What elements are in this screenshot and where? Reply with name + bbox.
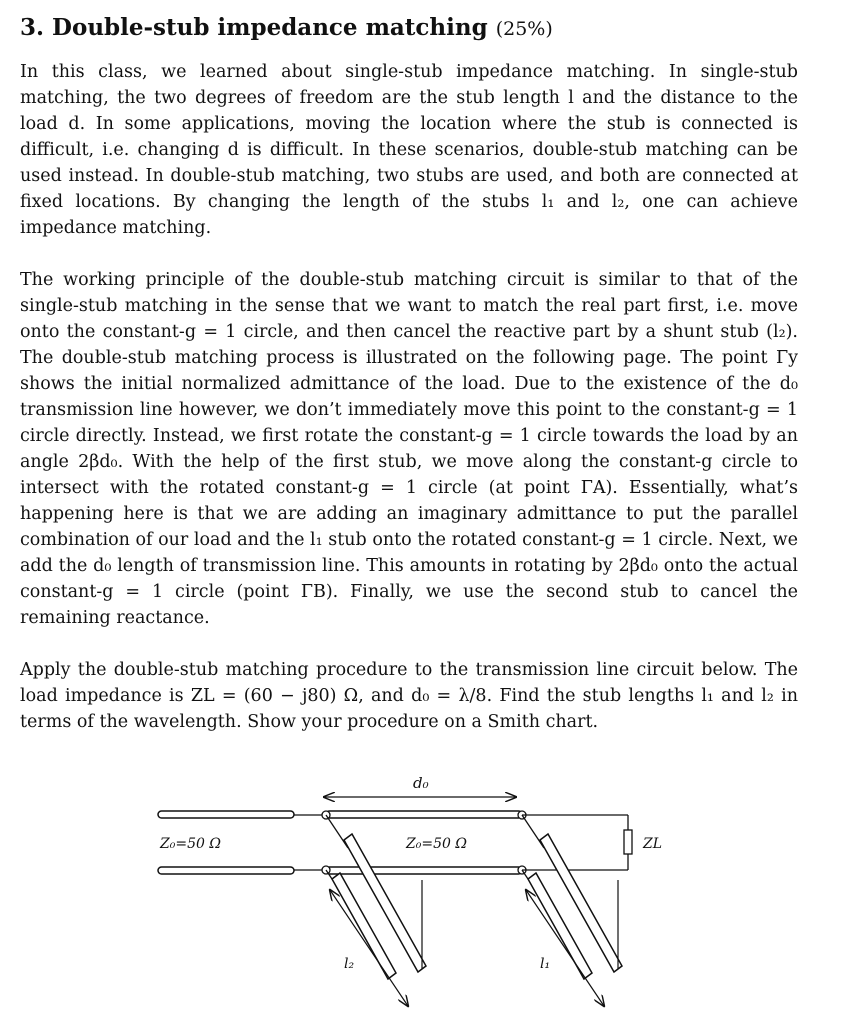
load-label: ZL [643, 836, 663, 852]
d0-label: d₀ [413, 774, 429, 792]
problem-title: Double-stub impedance matching [52, 14, 488, 41]
stub1-label: l₁ [540, 956, 551, 972]
stub-l1 [522, 815, 622, 1006]
problem-page [20, 12, 798, 735]
z0-mid-label: Z₀=50 Ω [406, 836, 467, 852]
double-stub-circuit-figure [150, 770, 670, 1010]
problem-number: 3. [20, 14, 45, 41]
z0-left-label: Z₀=50 Ω [160, 836, 221, 852]
load-impedance [522, 815, 632, 870]
circuit-svg [150, 770, 670, 1010]
problem-heading [20, 12, 798, 45]
stub2-label: l₂ [344, 956, 355, 972]
paragraph-principle: The working principle of the double-stub matching circuit is similar to that of the single-stub matching in the sense that we want to match the real part first, i.e. move onto the constant-g = 1 circle, and then cancel the reactive part by a shunt stub (l₂). The double-stub matching process is illustrated on the following page. The point Γy shows the initial normalized admittance of the load. Due to the existence of the d₀ transmission line however, we don’t immediately move this point to the constant-g = 1 circle directly. Instead, we first rotate the constant-g = 1 circle towards the load by an angle 2βd₀. With the help of the first stub, we move along the constant-g circle to intersect with the rotated constant-g = 1 circle (at point ΓA). Essentially, what’s happening here is that we are adding an imaginary admittance to put the parallel combination of our load and the l₁ stub onto the rotated constant-g = 1 circle. Next, we add the d₀ length of transmission line. This amounts in rotating by 2βd₀ onto the actual constant-g = 1 circle (point ΓB). Finally, we use the second stub to cancel the remaining reactance. [20, 270, 798, 628]
problem-weight: (25%) [495, 18, 553, 40]
paragraph-intro: In this class, we learned about single-stub impedance matching. In single-stub matching, the two degrees of freedom are the stub length l and the distance to the load d. In some applications, moving the location where the stub is connected is difficult, i.e. changing d is difficult. In these scenarios, double-stub matching can be used instead. In double-stub matching, two stubs are used, and both are connected at fixed locations. By changing the length of the stubs l₁ and l₂, one can achieve impedance matching. [20, 62, 798, 238]
paragraph-task: Apply the double-stub matching procedure to the transmission line circuit below. The load impedance is ZL = (60 − j80) Ω, and d₀ = λ/8. Find the stub lengths l₁ and l₂ in terms of the wavelength. Show your procedure on a Smith chart. [20, 660, 798, 732]
